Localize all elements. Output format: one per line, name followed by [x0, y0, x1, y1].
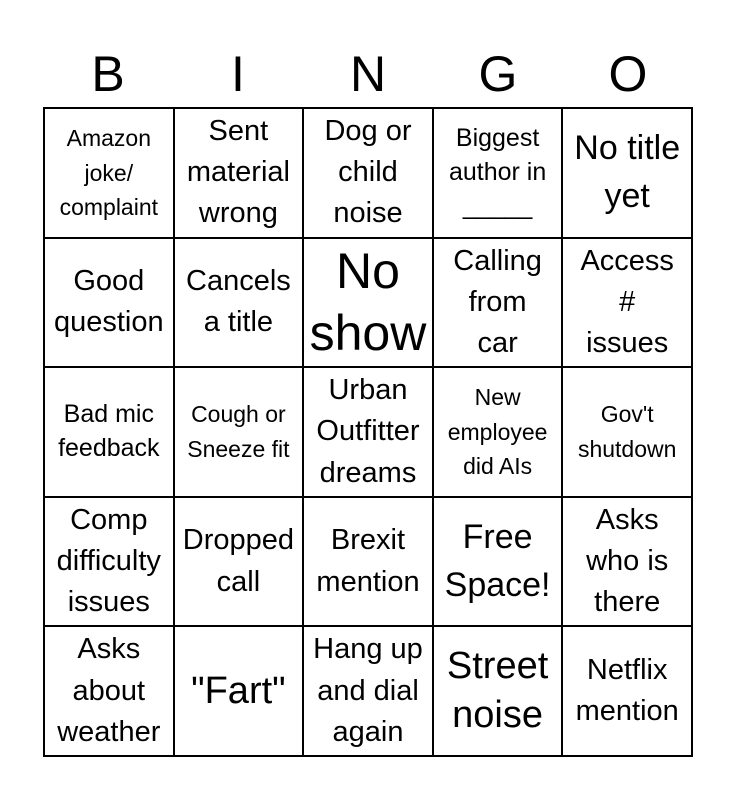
header-letter-i: I: [231, 46, 245, 102]
bingo-cell[interactable]: [433, 108, 563, 238]
bingo-cell[interactable]: [44, 108, 174, 238]
bingo-cell-text: New employee did AIs: [447, 384, 548, 480]
bingo-cell[interactable]: [433, 497, 563, 627]
bingo-cell-text: Calling from car: [453, 244, 542, 359]
bingo-cell-text: Asks who is there: [586, 503, 669, 619]
bingo-cell[interactable]: [562, 238, 692, 368]
bingo-cell-text: Good question: [53, 265, 164, 339]
bingo-cell[interactable]: [44, 238, 174, 368]
header-letter-o: O: [608, 46, 648, 102]
bingo-cell-text: Access # issues: [580, 244, 674, 359]
bingo-cell[interactable]: [433, 367, 563, 497]
bingo-cell-text: Street noise: [446, 644, 549, 737]
bingo-cell-text: Comp difficulty issues: [56, 503, 161, 619]
bingo-grid: [43, 107, 693, 757]
bingo-cell-text: Dog or child noise: [324, 115, 412, 230]
bingo-cell[interactable]: [44, 367, 174, 497]
bingo-cell[interactable]: [562, 497, 692, 627]
bingo-cell-text: Urban Outfitter dreams: [316, 374, 420, 489]
bingo-cell[interactable]: [174, 367, 304, 497]
bingo-cell-text: Cough or Sneeze fit: [187, 401, 290, 462]
bingo-cell[interactable]: [174, 238, 304, 368]
bingo-cell[interactable]: [303, 238, 433, 368]
bingo-cell[interactable]: [303, 367, 433, 497]
bingo-cell-text: "Fart": [191, 669, 286, 712]
bingo-cell-text: Free Space!: [444, 518, 551, 604]
bingo-cell[interactable]: [303, 497, 433, 627]
bingo-cell[interactable]: [562, 367, 692, 497]
bingo-cell-text: Amazon joke/ complaint: [59, 125, 159, 221]
bingo-cell-text: Bad mic feedback: [58, 400, 160, 462]
bingo-cell-text: No show: [309, 242, 427, 362]
bingo-cell[interactable]: [433, 238, 563, 368]
bingo-cell-text: Dropped call: [182, 524, 295, 598]
bingo-cell[interactable]: [174, 626, 304, 756]
bingo-cell[interactable]: [44, 626, 174, 756]
bingo-cell-text: Cancels a title: [186, 265, 291, 339]
bingo-cell[interactable]: [433, 626, 563, 756]
bingo-cell-text: Gov't shutdown: [577, 401, 677, 462]
bingo-cell[interactable]: [303, 626, 433, 756]
bingo-header: [43, 44, 693, 104]
bingo-cell-text: Sent material wrong: [186, 115, 290, 230]
bingo-cell[interactable]: [174, 108, 304, 238]
bingo-cell-text: Hang up and dial again: [313, 633, 423, 748]
header-letter-n: N: [349, 46, 387, 102]
bingo-cell[interactable]: [562, 108, 692, 238]
bingo-cell-text: Asks about weather: [57, 633, 161, 748]
bingo-cell-text: No title yet: [574, 129, 681, 215]
bingo-cell[interactable]: [303, 108, 433, 238]
bingo-cell[interactable]: [174, 497, 304, 627]
bingo-cell[interactable]: [562, 626, 692, 756]
bingo-cell-text: Brexit mention: [316, 524, 420, 598]
bingo-cell[interactable]: [44, 497, 174, 627]
header-letter-b: B: [91, 46, 125, 102]
header-letter-g: G: [478, 46, 518, 102]
bingo-cell-text: Biggest author in _____: [448, 124, 547, 220]
bingo-cell-text: Netflix mention: [575, 654, 679, 728]
